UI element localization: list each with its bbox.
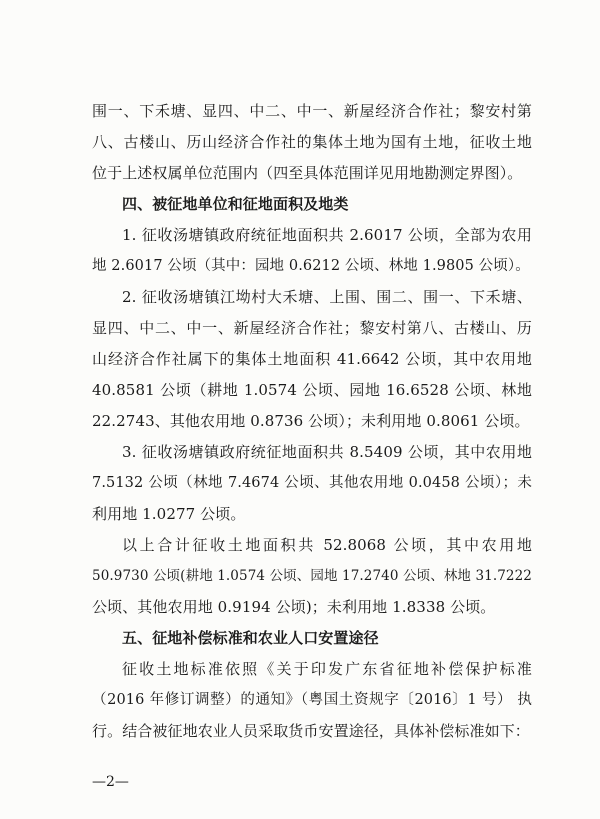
text-line: （2016 年修订调整）的通知》（粤国土资规字〔2016〕1 号） 执 — [92, 692, 532, 708]
text-line: 22.2743、其他农用地 0.8736 公顷）；未利用地 0.8061 公顷。 — [92, 412, 530, 430]
text-line: 征收土地标准依照《关于印发广东省征地补偿保护标准 — [122, 660, 532, 678]
text-line: 1. 征收汤塘镇政府统征地面积共 2.6017 公顷，全部为农用 — [122, 226, 532, 244]
text-line: 公顷、其他农用地 0.9194 公顷)；未利用地 1.8338 公顷。 — [92, 598, 496, 616]
text-line: 地 2.6017 公顷（其中：园地 0.6212 公顷、林地 1.9805 公顷）。 — [92, 258, 530, 274]
section-heading-5: 五、征地补偿标准和农业人口安置途径 — [122, 629, 379, 647]
text-line: 八、古楼山、历山经济合作社的集体土地为国有土地，征收土地 — [92, 133, 532, 151]
text-line: 40.8581 公顷（耕地 1.0574 公顷、园地 16.6528 公顷、林地 — [92, 381, 532, 399]
text-line: 3. 征收汤塘镇政府统征地面积共 8.5409 公顷，其中农用地 — [122, 443, 532, 461]
text-line: 50.9730 公顷(耕地 1.0574 公顷、园地 17.2740 公顷、林地 31.7222 — [92, 568, 532, 584]
document-body — [92, 96, 532, 747]
text-line: 利用地 1.0277 公顷。 — [92, 505, 246, 523]
text-line: 山经济合作社属下的集体土地面积 41.6642 公顷，其中农用地 — [92, 350, 532, 368]
text-line: 显四、中二、中一、新屋经济合作社；黎安村第八、古楼山、历 — [92, 319, 532, 337]
text-line: 7.5132 公顷（林地 7.4674 公顷、其他农用地 0.0458 公顷）；未 — [92, 475, 532, 491]
text-line: 行。结合被征地农业人员采取货币安置途径，具体补偿标准如下： — [92, 722, 530, 740]
text-line: 位于上述权属单位范围内（四至具体范围详见用地勘测定界图）。 — [92, 164, 523, 182]
text-line: 围一、下禾塘、显四、中二、中一、新屋经济合作社；黎安村第 — [92, 102, 532, 120]
page-number: —2— — [92, 774, 129, 790]
text-line: 以上合计征收土地面积共 52.8068 公顷，其中农用地 — [122, 536, 532, 554]
text-line: 2. 征收汤塘镇江坳村大禾塘、上围、围二、围一、下禾塘、 — [122, 288, 532, 306]
section-heading-4: 四、被征地单位和征地面积及地类 — [122, 195, 349, 213]
